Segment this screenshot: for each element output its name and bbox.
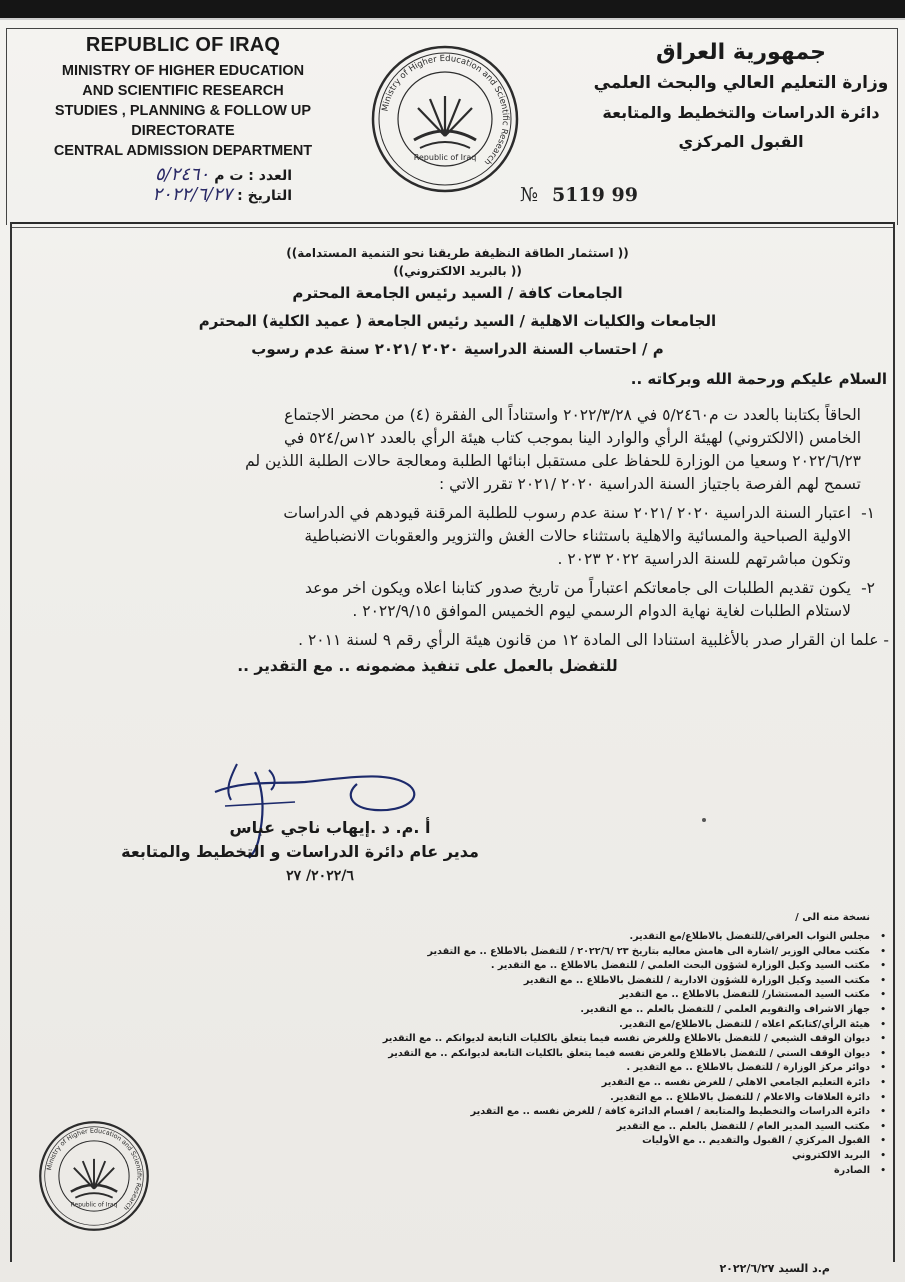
item2-line2: لاستلام الطلبات لغاية نهاية الدوام الرسمي ليوم الخميس الموافق ٢٠٢٢/٩/١٥ . — [352, 602, 851, 620]
cc-item: • البريد الالكتروني — [150, 1149, 890, 1164]
cc-item: • ديوان الوقف السني / للتفضل بالاطلاع وللغرض نفسه فيما يتعلق بالكليات التابعة لديوانكم .. مع التقدير — [150, 1047, 890, 1062]
intro-line3: ٢٠٢٢/٦/٢٣ وسعيا من الوزارة للحفاظ على مستقبل ابنائها الطلبة ومعالجة حالات الطلبة اللذين لم — [245, 452, 861, 470]
cc-item: • دائرة الدراسات والتخطيط والمتابعة / اقسام الدائرة كافة / للغرض نفسه .. مع التقدير — [150, 1105, 890, 1120]
serial-number — [520, 184, 638, 206]
slogan: (( استثمار الطاقة النظيفة طريقنا نحو التنمية المستدامة)) — [286, 246, 629, 260]
cc-item: • القبول المركزي / القبول والتقديم .. مع الأوليات — [150, 1134, 890, 1149]
cc-title: نسخة منه الى / — [795, 912, 870, 923]
header-en-line5: CENTRAL ADMISSION DEPARTMENT — [53, 143, 313, 159]
cc-item: • الصادرة — [150, 1164, 890, 1179]
cc-list — [150, 912, 890, 1178]
header-en-line3: AND SCIENTIFIC RESEARCH — [82, 83, 284, 99]
ministry-seal-icon — [370, 44, 520, 194]
recipient-line2: الجامعات والكليات الاهلية / السيد رئيس الجامعة ( عميد الكلية) المحترم — [198, 312, 717, 330]
cc-item: • ديوان الوقف الشيعي / للتفضل بالاطلاع وللغرض نفسه فيما يتعلق بالكليات التابعة لديوانكم .. مع التقدير — [150, 1032, 890, 1047]
seal-bottom-center-text: Republic of Iraq — [70, 1201, 118, 1209]
signer-title: مدير عام دائرة الدراسات و التخطيط والمتابعة — [121, 842, 479, 861]
intro-line1: الحاقاً بكتابنا بالعدد ت م٥/٢٤٦٠ في ٢٠٢٢/٣/٢٨ واستناداً الى الفقرة (٤) من محضر الاجتماع — [284, 406, 861, 424]
header-en-line1: REPUBLIC OF IRAQ — [85, 34, 281, 56]
cc-item: • مكتب السيد المستشار/ للتفضل بالاطلاع .. مع التقدير — [150, 988, 890, 1003]
legal-note: - علما ان القرار صدر بالأغلبية استنادا الى المادة ١٢ من قانون هيئة الرأي رقم ٩ لسنة ٢٠١١ . — [298, 631, 889, 649]
letter-body — [40, 246, 889, 675]
header-arabic — [591, 40, 891, 151]
header-en-line4: STUDIES , PLANNING & FOLLOW UP DIRECTORATE — [54, 103, 312, 139]
decision-item-1 — [40, 502, 875, 571]
subject-line: م / احتساب السنة الدراسية ٢٠٢٠ /٢٠٢١ سنة عدم رسوب — [251, 340, 664, 358]
seal-center-text: Republic of Iraq — [413, 153, 477, 162]
serial-number-value: 5119 99 — [551, 184, 638, 206]
numero-sign: № — [520, 184, 538, 206]
reference-date-value: ٢٠٢٢/٦/٢٧ — [152, 184, 233, 205]
item2-number: ٢- — [861, 579, 875, 597]
ink-dot — [702, 818, 706, 822]
reference-number-row — [62, 164, 292, 184]
closing-line: للتفضل بالعمل على تنفيذ مضمونه .. مع التقدير .. — [237, 657, 618, 675]
reference-date-label: التاريخ : — [237, 188, 292, 204]
seal-bottom-ring-text: Ministry of Higher Education and Scientific Research — [46, 1127, 143, 1212]
item1-number: ١- — [861, 504, 875, 522]
seal-ring-text: Ministry of Higher Education and Scientific Research — [380, 53, 511, 167]
intro-line2: الخامس (الالكتروني) لهيئة الرأي والوارد الينا بموجب كتاب هيئة الرأي بالعدد ١٢س/٥٢٤ في — [283, 429, 861, 447]
cc-item: • دائرة التعليم الجامعي الاهلي / للغرض نفسه .. مع التقدير — [150, 1076, 890, 1091]
header-ar-line4: القبول المركزي — [678, 132, 804, 151]
header-ar-line3: دائرة الدراسات والتخطيط والمتابعة — [602, 103, 880, 122]
intro-paragraph — [40, 404, 875, 496]
header-english — [18, 34, 348, 161]
ministry-seal-bottom-icon — [38, 1120, 150, 1232]
decision-item-2 — [40, 577, 875, 623]
cc-item: • مجلس النواب العراقي/للتفضل بالاطلاع/مع التقدير. — [150, 930, 890, 945]
cc-item: • مكتب معالي الوزير /اشارة الى هامش معاليه بتاريخ ٢٣ /٢٠٢٢/٦ / للتفضل بالاطلاع .. مع التقدير — [150, 945, 890, 960]
signer-name: أ .م. د .إيهاب ناجي عباس — [229, 818, 431, 837]
reference-number-value: ٥/٢٤٦٠ — [154, 164, 210, 185]
item2-line1: يكون تقديم الطلبات الى جامعاتكم اعتباراً من تاريخ صدور كتابنا اعلاه ويكون اخر موعد — [305, 579, 851, 597]
reference-date-row — [62, 184, 292, 204]
signer-block — [100, 818, 500, 892]
cc-item: • مكتب السيد وكيل الوزارة لشؤون البحث العلمي / للتفضل بالاطلاع .. مع التقدير . — [150, 959, 890, 974]
cc-item: • هيئة الرأي/كتابكم اعلاه / للتفضل بالاطلاع/مع التقدير. — [150, 1018, 890, 1033]
header-ar-line1: جمهورية العراق — [656, 40, 826, 65]
signer-date: ٢٠٢٢/٦/ ٢٧ — [286, 868, 354, 884]
item1-line3: وتكون مباشرتهم للسنة الدراسية ٢٠٢٢ ٢٠٢٣ . — [557, 550, 851, 568]
cc-item: • مكتب السيد المدير العام / للتفضل بالعلم .. مع التقدير — [150, 1120, 890, 1135]
cc-item: • مكتب السيد وكيل الوزارة للشؤون الادارية / للتفضل بالاطلاع .. مع التقدير — [150, 974, 890, 989]
cc-items — [150, 930, 890, 1178]
reference-number-label: العدد : ت م — [214, 168, 292, 184]
header-ar-line2: وزارة التعليم العالي والبحث العلمي — [593, 73, 889, 93]
header-en-line2: MINISTRY OF HIGHER EDUCATION — [61, 63, 305, 79]
cc-item: • دوائر مركز الوزارة / للتفضل بالاطلاع .. مع التقدير . — [150, 1061, 890, 1076]
reference-block — [62, 164, 292, 204]
greeting: السلام عليكم ورحمة الله وبركاته .. — [630, 370, 887, 388]
intro-line4: تسمح لهم الفرصة باجتياز السنة الدراسية ٢٠٢٠ /٢٠٢١ تقرر الاتي : — [438, 475, 861, 493]
recipient-line1: الجامعات كافة / السيد رئيس الجامعة المحترم — [292, 284, 623, 302]
cc-item: • دائرة العلاقات والاعلام / للتفضل بالاطلاع .. مع التقدير. — [150, 1091, 890, 1106]
delivery-method: (( بالبريد الالكتروني)) — [393, 264, 522, 278]
page-border-right — [893, 222, 895, 1262]
cc-item: • جهاز الاشراف والتقويم العلمي / للتفضل بالعلم .. مع التقدير. — [150, 1003, 890, 1018]
footer-initials: م.د السيد ٢٠٢٢/٦/٢٧ — [719, 1262, 830, 1275]
item1-line1: اعتبار السنة الدراسية ٢٠٢٠ /٢٠٢١ سنة عدم رسوب للطلبة المرقنة قيودهم في الدراسات — [283, 504, 851, 522]
item1-line2: الاولية الصباحية والمسائية والاهلية باستثناء حالات الغش والتزوير والعقوبات الانضباطية — [304, 527, 851, 545]
header-divider — [10, 222, 895, 224]
header-divider-inner — [10, 227, 895, 228]
page-border-left — [10, 222, 12, 1262]
